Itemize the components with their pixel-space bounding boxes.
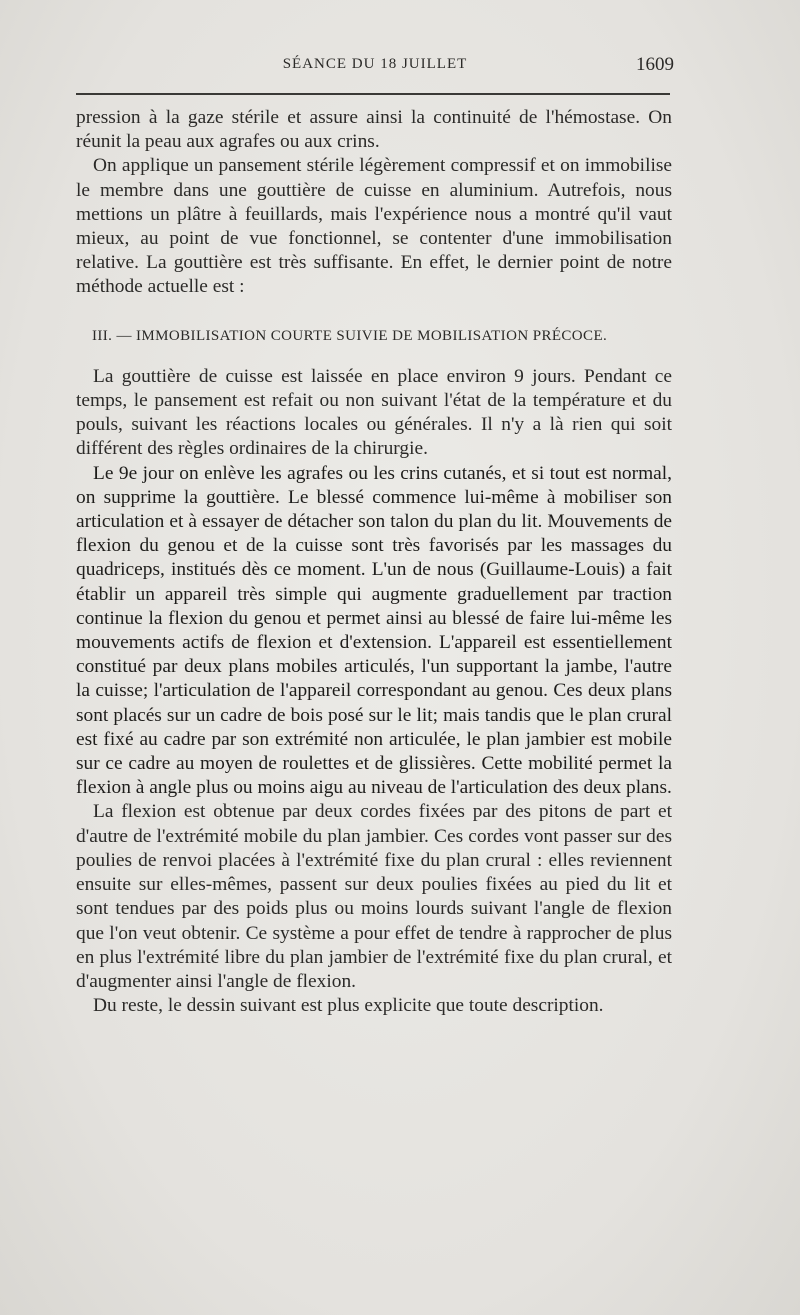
body-text [76, 106, 672, 1018]
paragraph-2: On applique un pansement stérile légèrement compressif et on immobilise le membre dans une gouttière de cuisse en aluminium. Autrefois, nous mettions un plâtre à feuillards, mais l'expérience nous a montré qu'il vaut mieux, au point de vue fonctionnel, se contenter d'une immobilisation relative. La gouttière est très suffisante. En effet, le dernier point de notre méthode actuelle est : [76, 155, 672, 298]
page-header [76, 54, 674, 82]
paragraph-5: La flexion est obtenue par deux cordes fixées par des pitons de part et d'autre de l'extrémité mobile du plan jambier. Ces cordes vont passer sur des poulies de renvoi placées à l'extrémité fixe du plan crural : elles reviennent ensuite sur elles-mêmes, passent sur deux poulies fixées au pied du lit et sont tendues par des poids plus ou moins lourds suivant l'angle de flexion que l'on veut obtenir. Ce système a pour effet de tendre à rapprocher de plus en plus l'extrémité libre du plan jambier de l'extrémité fixe du plan crural, et d'augmenter ainsi l'angle de flexion. [76, 801, 672, 992]
paragraph-1: pression à la gaze stérile et assure ainsi la continuité de l'hémostase. On réunit la peau aux agrafes ou aux crins. [76, 107, 672, 153]
paragraph-3: La gouttière de cuisse est laissée en place environ 9 jours. Pendant ce temps, le pansement est refait ou non suivant l'état de la température et du pouls, suivant les réactions locales ou générales. Il n'y a là rien qui soit différent des règles ordinaires de la chirurgie. [76, 365, 672, 460]
header-rule [76, 93, 670, 95]
section-heading: III. — IMMOBILISATION COURTE SUIVIE DE MOBILISATION PRÉCOCE. [92, 327, 608, 344]
paragraph-4: Le 9e jour on enlève les agrafes ou les crins cutanés, et si tout est normal, on supprime la gouttière. Le blessé commence lui-même à mobiliser son articulation et à essayer de détacher son talon du plan du lit. Mouvements de flexion du genou et de la cuisse sont très favorisés par les massages du quadriceps, institués dès ce moment. L'un de nous (Guillaume-Louis) a fait établir un appareil très simple qui augmente graduellement par traction continue la flexion du genou et permet ainsi au blessé de faire lui-même les mouvements actifs de flexion et d'extension. L'appareil est essentiellement constitué par deux plans mobiles articulés, l'un supportant la jambe, l'autre la cuisse; l'articulation de l'appareil correspondant au genou. Ces deux plans sont placés sur un cadre de bois posé sur le lit; mais tandis que le plan crural est fixé au cadre par son extrémité non articulée, le plan jambier est mobile sur ce cadre au moyen de roulettes et de glissières. Cette mobilité permet la flexion à angle plus ou moins aigu au niveau de l'articulation des deux plans. [76, 462, 672, 799]
paragraph-6: Du reste, le dessin suivant est plus explicite que toute description. [93, 995, 604, 1017]
page-number: 1609 [636, 54, 674, 75]
running-head: SÉANCE DU 18 JUILLET [282, 56, 468, 72]
